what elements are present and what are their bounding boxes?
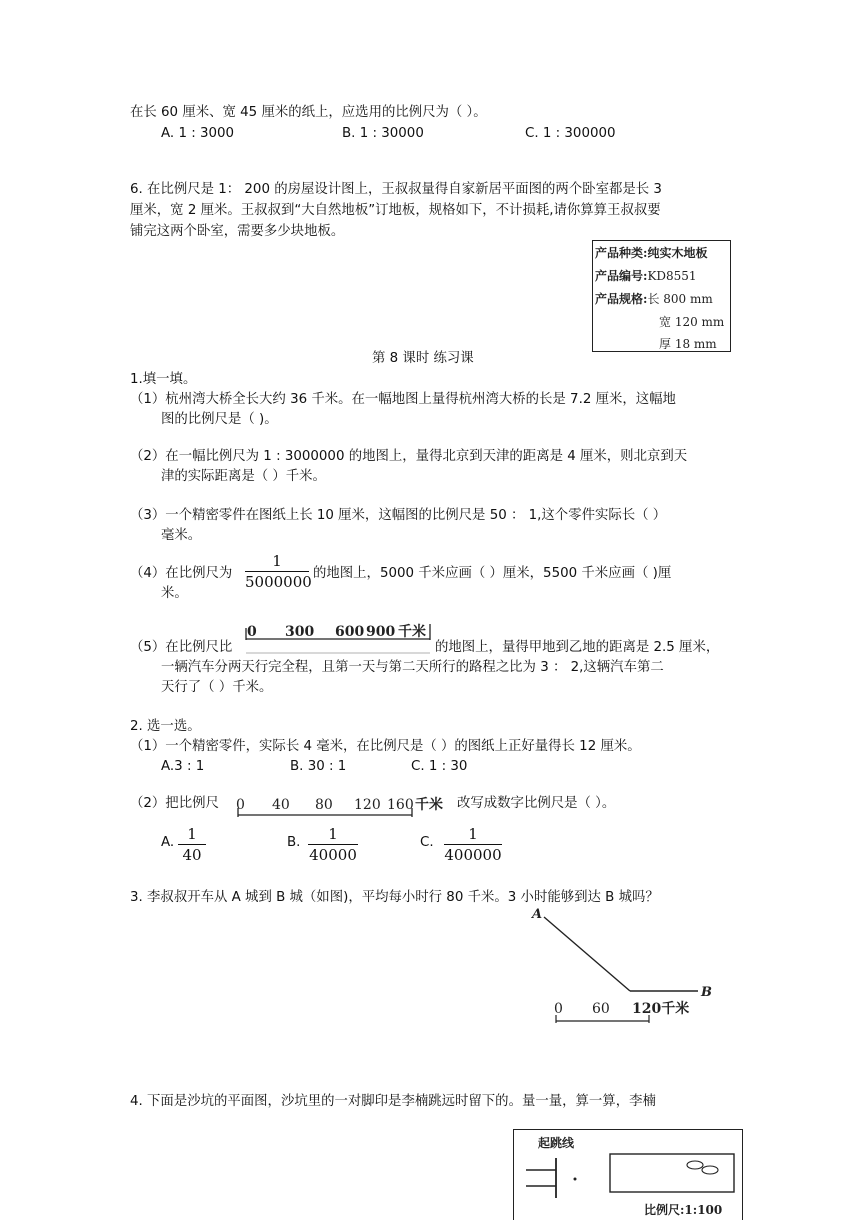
fill-heading: 1.填一填。 bbox=[130, 372, 197, 387]
fill-q5-line-scale bbox=[242, 620, 434, 654]
scale-tick-600: 600 bbox=[335, 624, 365, 640]
fill-q1-line-2: 图的比例尺是（ )。 bbox=[161, 412, 278, 427]
scale-tick-300: 300 bbox=[285, 624, 315, 640]
choose-q2-option-b-label: B. bbox=[287, 835, 301, 850]
fill-q1-line-1: （1）杭州湾大桥全长大约 36 千米。在一幅地图上量得杭州湾大桥的长是 7.2 厘米，这幅地 bbox=[130, 392, 676, 407]
fill-q5-line-3: 天行了（ ）千米。 bbox=[161, 680, 273, 695]
option-c: C. 1 : 300000 bbox=[525, 126, 616, 141]
scale-tick-120: 120 bbox=[354, 797, 381, 813]
fraction-numerator: 1 bbox=[328, 825, 338, 843]
fill-q4-line-2: 米。 bbox=[161, 586, 188, 601]
sandpit-plan bbox=[513, 1129, 743, 1220]
fraction-denominator: 40 bbox=[182, 846, 202, 864]
spec-length: 长 800 mm bbox=[647, 292, 713, 306]
choose-q1-option-b: B. 30 : 1 bbox=[290, 759, 347, 774]
q4-line: 4. 下面是沙坑的平面图，沙坑里的一对脚印是李楠跳远时留下的。量一量，算一算，李楠 bbox=[130, 1094, 656, 1109]
fraction-numerator: 1 bbox=[468, 825, 478, 843]
choose-q1-option-c: C. 1 : 30 bbox=[411, 759, 468, 774]
spec-label: 产品规格: bbox=[595, 292, 648, 306]
choose-heading: 2. 选一选。 bbox=[130, 719, 201, 734]
scale-tick-120: 120千米 bbox=[632, 1001, 690, 1017]
fraction-denominator: 5000000 bbox=[245, 573, 312, 591]
option-b: B. 1 : 30000 bbox=[342, 126, 424, 141]
fraction-bar bbox=[245, 571, 309, 572]
q3-line: 3. 李叔叔开车从 A 城到 B 城（如图)，平均每小时行 80 千米。3 小时能够到达 B 城吗？ bbox=[130, 890, 659, 905]
scale-unit: 千米 bbox=[398, 624, 426, 640]
fill-q4-pre: （4）在比例尺为 bbox=[130, 566, 233, 581]
kind-label: 产品种类: bbox=[595, 246, 648, 260]
choose-q2-line-scale bbox=[232, 795, 447, 819]
fraction-numerator: 1 bbox=[272, 552, 282, 570]
fraction-bar bbox=[178, 844, 206, 845]
code-value: KD8551 bbox=[647, 269, 697, 283]
scale-tick-40: 40 bbox=[272, 797, 290, 813]
choose-q2-post: 改写成数字比例尺是（ ）。 bbox=[457, 796, 616, 811]
scale-tick-80: 80 bbox=[315, 797, 333, 813]
question-text: 在长 60 厘米、宽 45 厘米的纸上，应选用的比例尺为（ ）。 bbox=[130, 105, 487, 120]
q6-line-1: 6. 在比例尺是 1： 200 的房屋设计图上，王叔叔量得自家新居平面图的两个卧室都是长 3 bbox=[130, 182, 662, 197]
choose-q2-pre: （2）把比例尺 bbox=[130, 796, 219, 811]
fill-q2-line-2: 津的实际距离是（ ）千米。 bbox=[161, 469, 326, 484]
choose-q1-line: （1）一个精密零件，实际长 4 毫米，在比例尺是（ ）的图纸上正好量得长 12 厘米。 bbox=[130, 739, 641, 754]
choose-q2-option-b-fraction bbox=[308, 825, 358, 864]
fraction-bar bbox=[308, 844, 358, 845]
spec-thickness: 厚 18 mm bbox=[659, 337, 717, 351]
fraction-bar bbox=[444, 844, 502, 845]
kind-value: 纯实木地板 bbox=[647, 246, 708, 260]
fill-q5-post: 的地图上，量得甲地到乙地的距离是 2.5 厘米， bbox=[435, 640, 720, 655]
scale-tick-900: 900 bbox=[366, 624, 396, 640]
fill-q4-fraction bbox=[245, 552, 312, 591]
choose-q2-option-c-label: C. bbox=[420, 835, 434, 850]
fraction-numerator: 1 bbox=[187, 825, 197, 843]
q3-route-diagram bbox=[528, 905, 728, 1025]
scale-tick-0: 0 bbox=[236, 797, 245, 813]
choose-q2-option-a-fraction bbox=[178, 825, 206, 864]
city-a-label: A bbox=[532, 907, 543, 922]
city-b-label: B bbox=[701, 985, 712, 1000]
scale-tick-60: 60 bbox=[592, 1001, 610, 1017]
takeoff-line-label: 起跳线 bbox=[538, 1136, 575, 1150]
scale-tick-0: 0 bbox=[554, 1001, 563, 1017]
option-a: A. 1 : 3000 bbox=[161, 126, 235, 141]
fill-q3-line-2: 毫米。 bbox=[161, 528, 202, 543]
sandpit-scale-label: 比例尺:1:100 bbox=[644, 1203, 723, 1217]
scale-tick-160: 160 bbox=[387, 797, 414, 813]
fraction-denominator: 40000 bbox=[309, 846, 357, 864]
fill-q3-line-1: （3）一个精密零件在图纸上长 10 厘米，这幅图的比例尺是 50 ： 1,这个零件实际长（ ） bbox=[130, 508, 667, 523]
fill-q5-pre: （5）在比例尺比 bbox=[130, 640, 233, 655]
product-spec-box bbox=[592, 240, 731, 352]
choose-q2-option-c-fraction bbox=[444, 825, 502, 864]
choose-q1-option-a: A.3 : 1 bbox=[161, 759, 205, 774]
scale-tick-0: 0 bbox=[247, 624, 257, 640]
q6-line-2: 厘米，宽 2 厘米。王叔叔到“大自然地板”订地板，规格如下，不计损耗,请你算算王叔叔要 bbox=[130, 203, 661, 218]
choose-q2-option-a-label: A. bbox=[161, 835, 175, 850]
spec-width: 宽 120 mm bbox=[659, 315, 725, 329]
lesson-title: 第 8 课时 练习课 bbox=[372, 351, 474, 366]
fraction-denominator: 400000 bbox=[444, 846, 502, 864]
q6-line-3: 铺完这两个卧室，需要多少块地板。 bbox=[130, 224, 345, 239]
fill-q2-line-1: （2）在一幅比例尺为 1 : 3000000 的地图上，量得北京到天津的距离是 4 厘米，则北京到天 bbox=[130, 449, 688, 464]
fill-q5-line-2: 一辆汽车分两天行完全程，且第一天与第二天所行的路程之比为 3 ： 2,这辆汽车第二 bbox=[161, 660, 664, 675]
code-label: 产品编号: bbox=[595, 269, 648, 283]
scale-unit: 千米 bbox=[415, 797, 443, 813]
fill-q4-post: 的地图上，5000 千米应画（ ）厘米，5500 千米应画（ )厘 bbox=[313, 566, 672, 581]
